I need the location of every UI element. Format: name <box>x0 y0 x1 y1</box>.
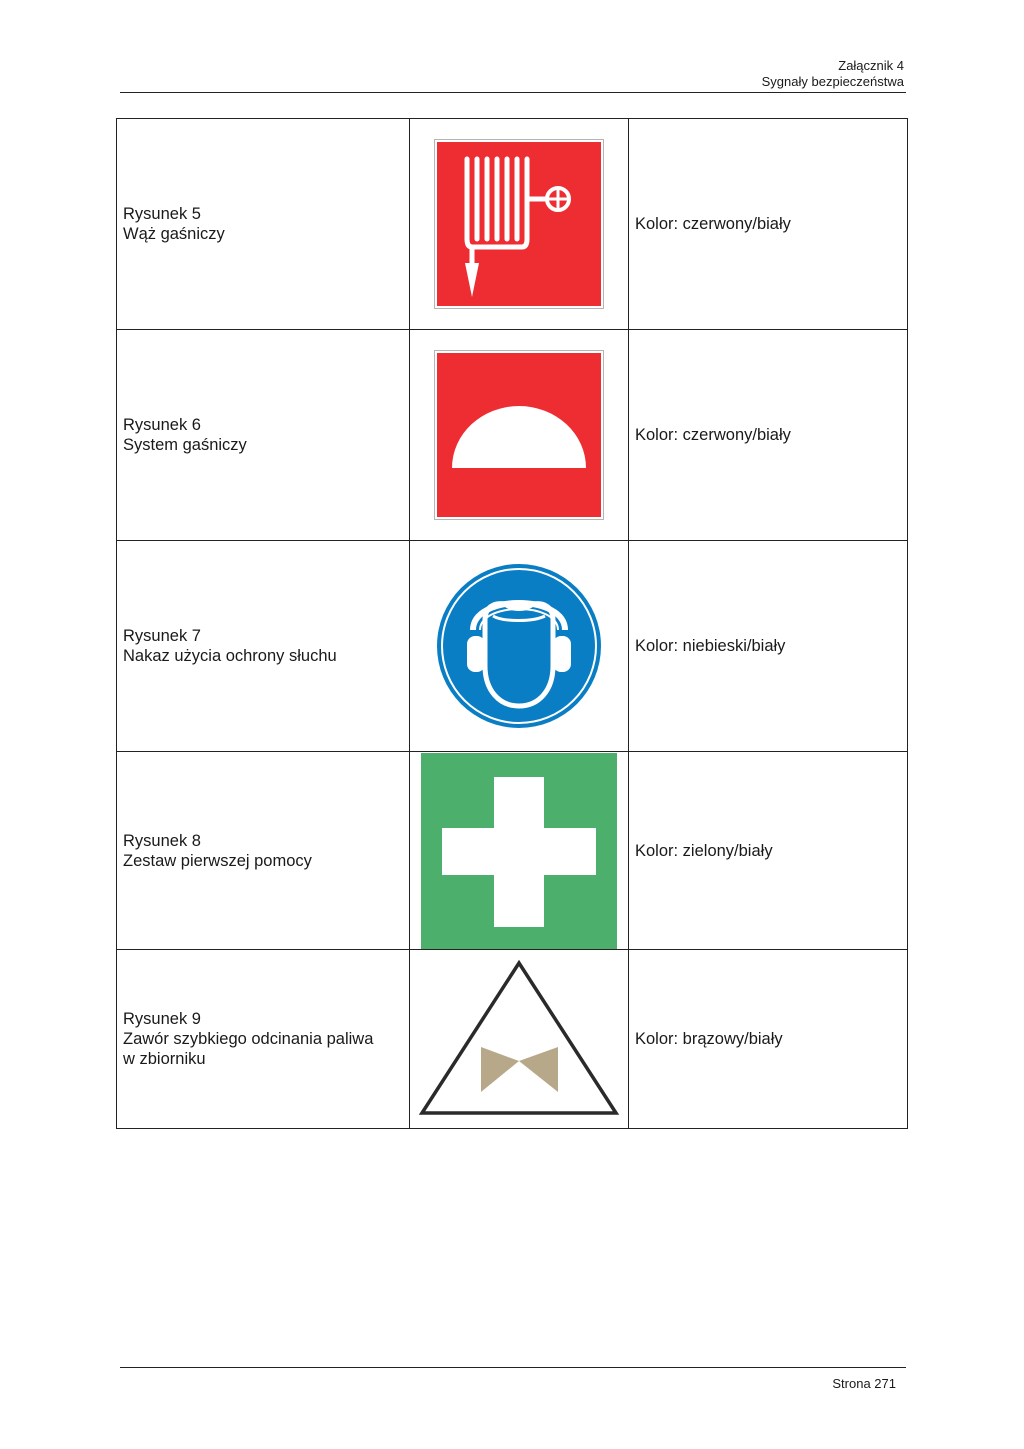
figure-number: Rysunek 6 <box>123 416 201 434</box>
table-row <box>117 119 908 330</box>
sign-image-cell <box>410 541 629 752</box>
sign-title: Wąż gaśniczy <box>123 225 225 243</box>
sign-color-cell: Kolor: niebieski/biały <box>629 541 908 752</box>
ear-protection-icon <box>433 560 605 732</box>
page-number: Strona 271 <box>832 1376 896 1391</box>
header-annex: Załącznik 4 <box>838 58 904 73</box>
figure-number: Rysunek 7 <box>123 627 201 645</box>
figure-number: Rysunek 9 <box>123 1010 201 1028</box>
safety-signs-table <box>116 118 908 1129</box>
sign-label-cell <box>117 950 410 1129</box>
table-row <box>117 541 908 752</box>
figure-number: Rysunek 5 <box>123 205 201 223</box>
fuel-shutoff-valve-icon <box>418 959 620 1119</box>
sign-title: Zestaw pierwszej pomocy <box>123 851 312 870</box>
table-row <box>117 950 908 1129</box>
sign-label-cell <box>117 752 410 950</box>
fire-extinguishing-system-icon <box>434 350 604 520</box>
sign-label-cell <box>117 330 410 541</box>
sign-title-line-1: Zawór szybkiego odcinania paliwa <box>123 1030 374 1048</box>
header-section-title: Sygnały bezpieczeństwa <box>761 74 904 89</box>
sign-color-cell: Kolor: czerwony/biały <box>629 119 908 330</box>
sign-label-cell <box>117 541 410 752</box>
sign-image-cell <box>410 119 629 330</box>
fire-hose-reel-icon <box>434 139 604 309</box>
footer-divider <box>120 1367 906 1368</box>
table-row <box>117 330 908 541</box>
sign-title: System gaśniczy <box>123 436 247 454</box>
sign-image-cell <box>410 752 629 950</box>
sign-image-cell <box>410 950 629 1129</box>
first-aid-cross-icon <box>421 753 617 949</box>
header-divider <box>120 92 906 93</box>
sign-title-line-2: w zbiorniku <box>123 1050 206 1068</box>
sign-label-cell <box>117 119 410 330</box>
sign-color-cell: Kolor: czerwony/biały <box>629 330 908 541</box>
sign-title: Nakaz użycia ochrony słuchu <box>123 647 337 665</box>
sign-color-cell: Kolor: brązowy/biały <box>629 950 908 1129</box>
table-row <box>117 752 908 950</box>
page-header <box>120 58 904 90</box>
sign-image-cell <box>410 330 629 541</box>
figure-number: Rysunek 8 <box>123 831 201 850</box>
sign-color-cell: Kolor: zielony/biały <box>629 752 908 950</box>
